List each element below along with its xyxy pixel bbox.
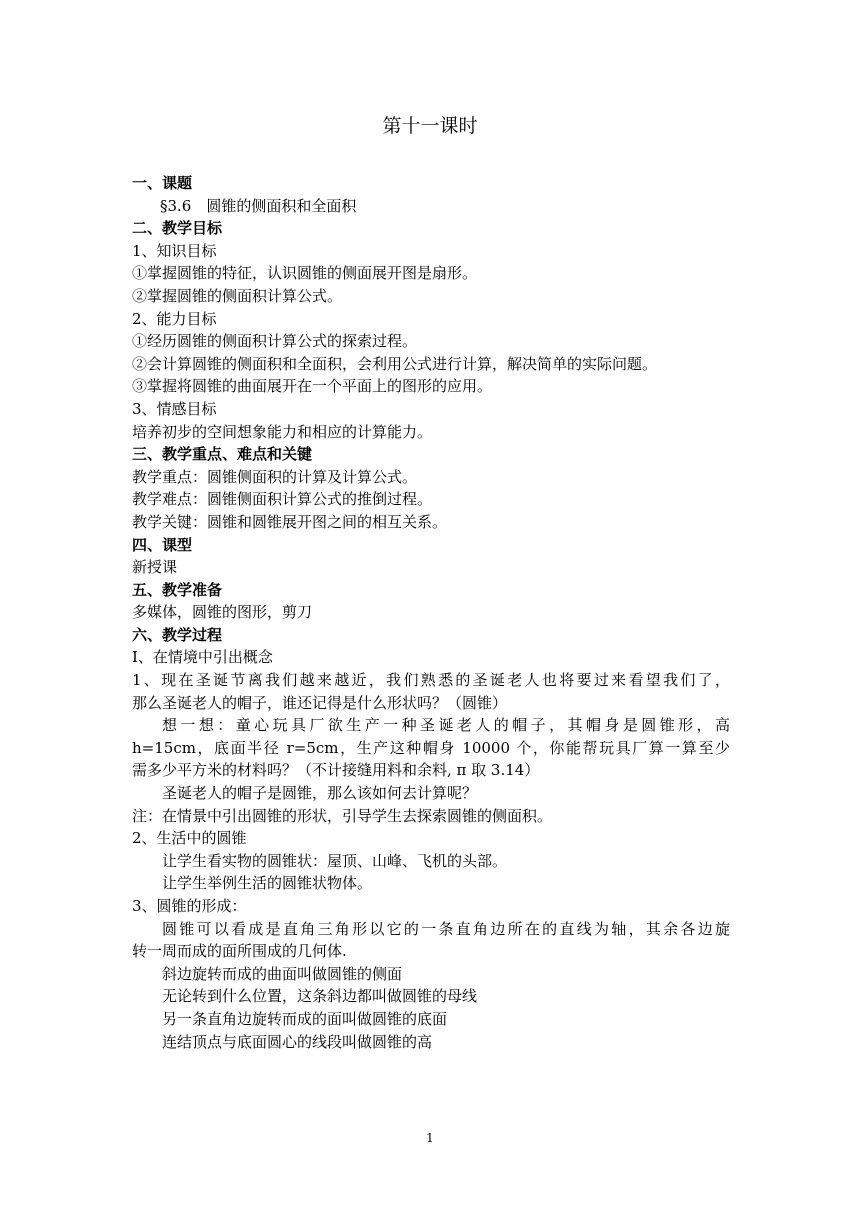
topic-line: §3.6 圆锥的侧面积和全面积	[160, 196, 357, 215]
text-line: 教学难点：圆锥侧面积计算公式的推倒过程。	[132, 490, 433, 509]
section-heading: 四、课型	[132, 535, 193, 554]
section-heading: 三、教学重点、难点和关键	[132, 445, 313, 464]
paragraph-line: 转一周而成的面所围成的几何体.	[132, 942, 347, 961]
page-title: 第十一课时	[382, 115, 478, 137]
paragraph-line: 让学生举例生活的圆锥状物体。	[162, 874, 373, 893]
paragraph-line: 斜边旋转而成的曲面叫做圆锥的侧面	[162, 964, 403, 983]
paragraph-line: 圆锥可以看成是直角三角形以它的一条直角边所在的直线为轴，其余各边旋	[162, 919, 730, 938]
paragraph-line: h=15cm，底面半径 r=5cm，生产这种帽身 10000 个，你能帮玩具厂算一算至少	[132, 738, 730, 757]
text-line: ②会计算圆锥的侧面积和全面积，会利用公式进行计算，解决简单的实际问题。	[132, 354, 658, 373]
section-heading: 二、教学目标	[132, 219, 223, 238]
paragraph-line: 那么圣诞老人的帽子，谁还记得是什么形状吗？（圆锥）	[132, 693, 508, 712]
document-body	[132, 172, 730, 1053]
paragraph-line: 让学生看实物的圆锥状：屋顶、山峰、飞机的头部。	[162, 851, 508, 870]
note-line: 注：在情景中引出圆锥的形状，引导学生去探索圆锥的侧面积。	[132, 806, 553, 825]
paragraph-line: 1、现在圣诞节离我们越来越近，我们熟悉的圣诞老人也将要过来看望我们了，	[132, 671, 730, 690]
section-heading: 一、课题	[132, 174, 193, 192]
text-line: 新授课	[132, 558, 178, 577]
subheading: 3、圆锥的形成：	[132, 897, 247, 915]
paragraph-line: 无论转到什么位置，这条斜边都叫做圆锥的母线	[162, 987, 478, 1006]
text-line: 教学关键：圆锥和圆锥展开图之间的相互关系。	[132, 512, 448, 531]
text-line: ②掌握圆锥的侧面积计算公式。	[132, 286, 343, 305]
subheading: 1、知识目标	[132, 241, 217, 260]
text-line: ①掌握圆锥的特征，认识圆锥的侧面展开图是扇形。	[132, 264, 478, 283]
paragraph-line: 连结顶点与底面圆心的线段叫做圆锥的高	[162, 1032, 433, 1051]
text-line: 培养初步的空间想象能力和相应的计算能力。	[132, 422, 433, 441]
paragraph-line: 想一想：童心玩具厂欲生产一种圣诞老人的帽子，其帽身是圆锥形，高	[162, 716, 730, 735]
subheading: 2、能力目标	[132, 309, 217, 328]
subheading: 2、生活中的圆锥	[132, 829, 247, 848]
text-line: 多媒体，圆锥的图形，剪刀	[132, 603, 313, 622]
section-heading: 五、教学准备	[132, 580, 223, 599]
text-line: 教学重点：圆锥侧面积的计算及计算公式。	[132, 467, 418, 486]
text-line: ①经历圆锥的侧面积计算公式的探索过程。	[132, 332, 418, 351]
subheading: Ⅰ、在情境中引出概念	[132, 648, 273, 667]
paragraph-line: 另一条直角边旋转而成的面叫做圆锥的底面	[162, 1009, 448, 1028]
page-number: 1	[426, 1131, 434, 1145]
section-heading: 六、教学过程	[132, 625, 223, 644]
paragraph-line: 圣诞老人的帽子是圆锥，那么该如何去计算呢？	[162, 784, 478, 803]
subheading: 3、情感目标	[132, 399, 217, 418]
text-line: ③掌握将圆锥的曲面展开在一个平面上的图形的应用。	[132, 377, 493, 396]
paragraph-line: 需多少平方米的材料吗？（不计接缝用料和余料, π 取 3.14）	[132, 761, 540, 780]
